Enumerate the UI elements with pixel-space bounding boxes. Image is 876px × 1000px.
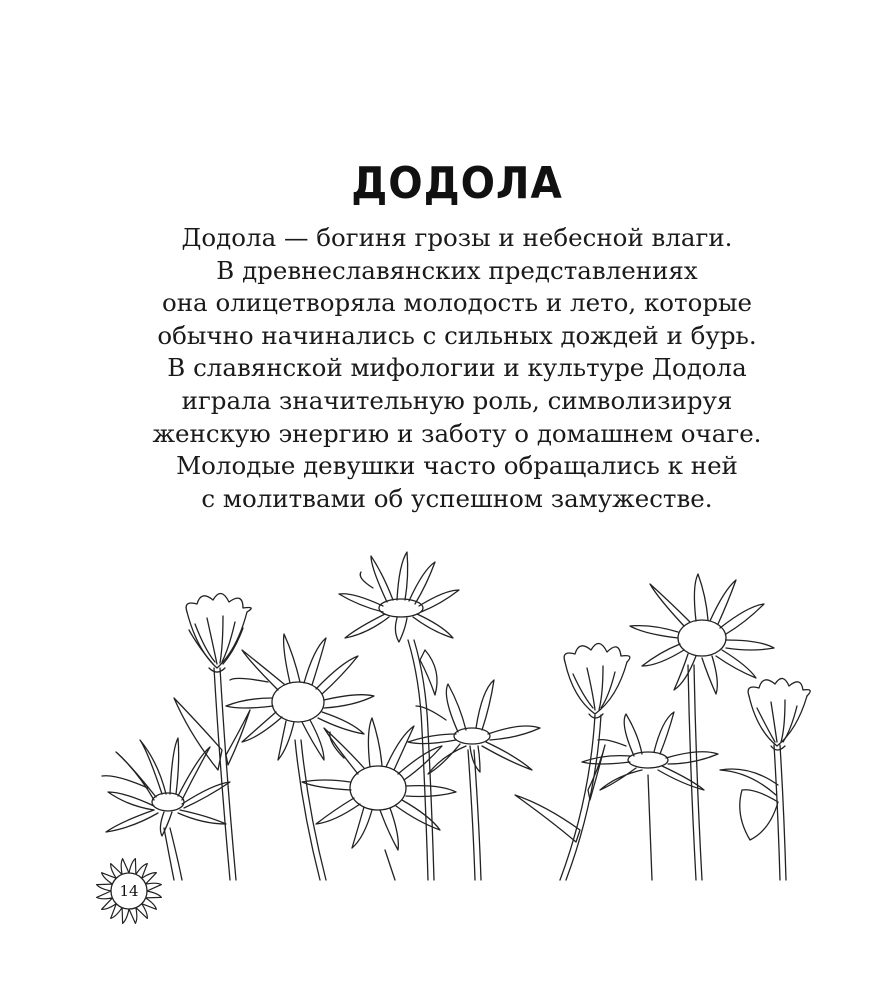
paragraph-line: В древнеславянских представлениях bbox=[216, 255, 698, 285]
paragraph-line: с молитвами об успешном замужестве. bbox=[201, 483, 713, 513]
daisy-flowers-illustration bbox=[90, 550, 830, 895]
paragraph-line: она олицетворяла молодость и лето, которые bbox=[161, 288, 753, 318]
paragraph-line: играла значительную роль, символизируя bbox=[181, 385, 733, 415]
paragraph-line: женскую энергию и заботу о домашнем очаге. bbox=[152, 418, 762, 448]
paragraph-line: обычно начинались с сильных дождей и бурь. bbox=[157, 320, 757, 350]
page-title: ДОДОЛА bbox=[351, 158, 563, 209]
page-number-badge bbox=[93, 855, 165, 927]
paragraph-line: Молодые девушки часто обращались к ней bbox=[176, 451, 738, 481]
paragraph-line: В славянской мифологии и культуре Додола bbox=[167, 353, 747, 383]
page-number: 14 bbox=[119, 882, 139, 900]
body-paragraph bbox=[0, 222, 876, 515]
paragraph-line: Додола — богиня грозы и небесной влаги. bbox=[181, 223, 733, 252]
